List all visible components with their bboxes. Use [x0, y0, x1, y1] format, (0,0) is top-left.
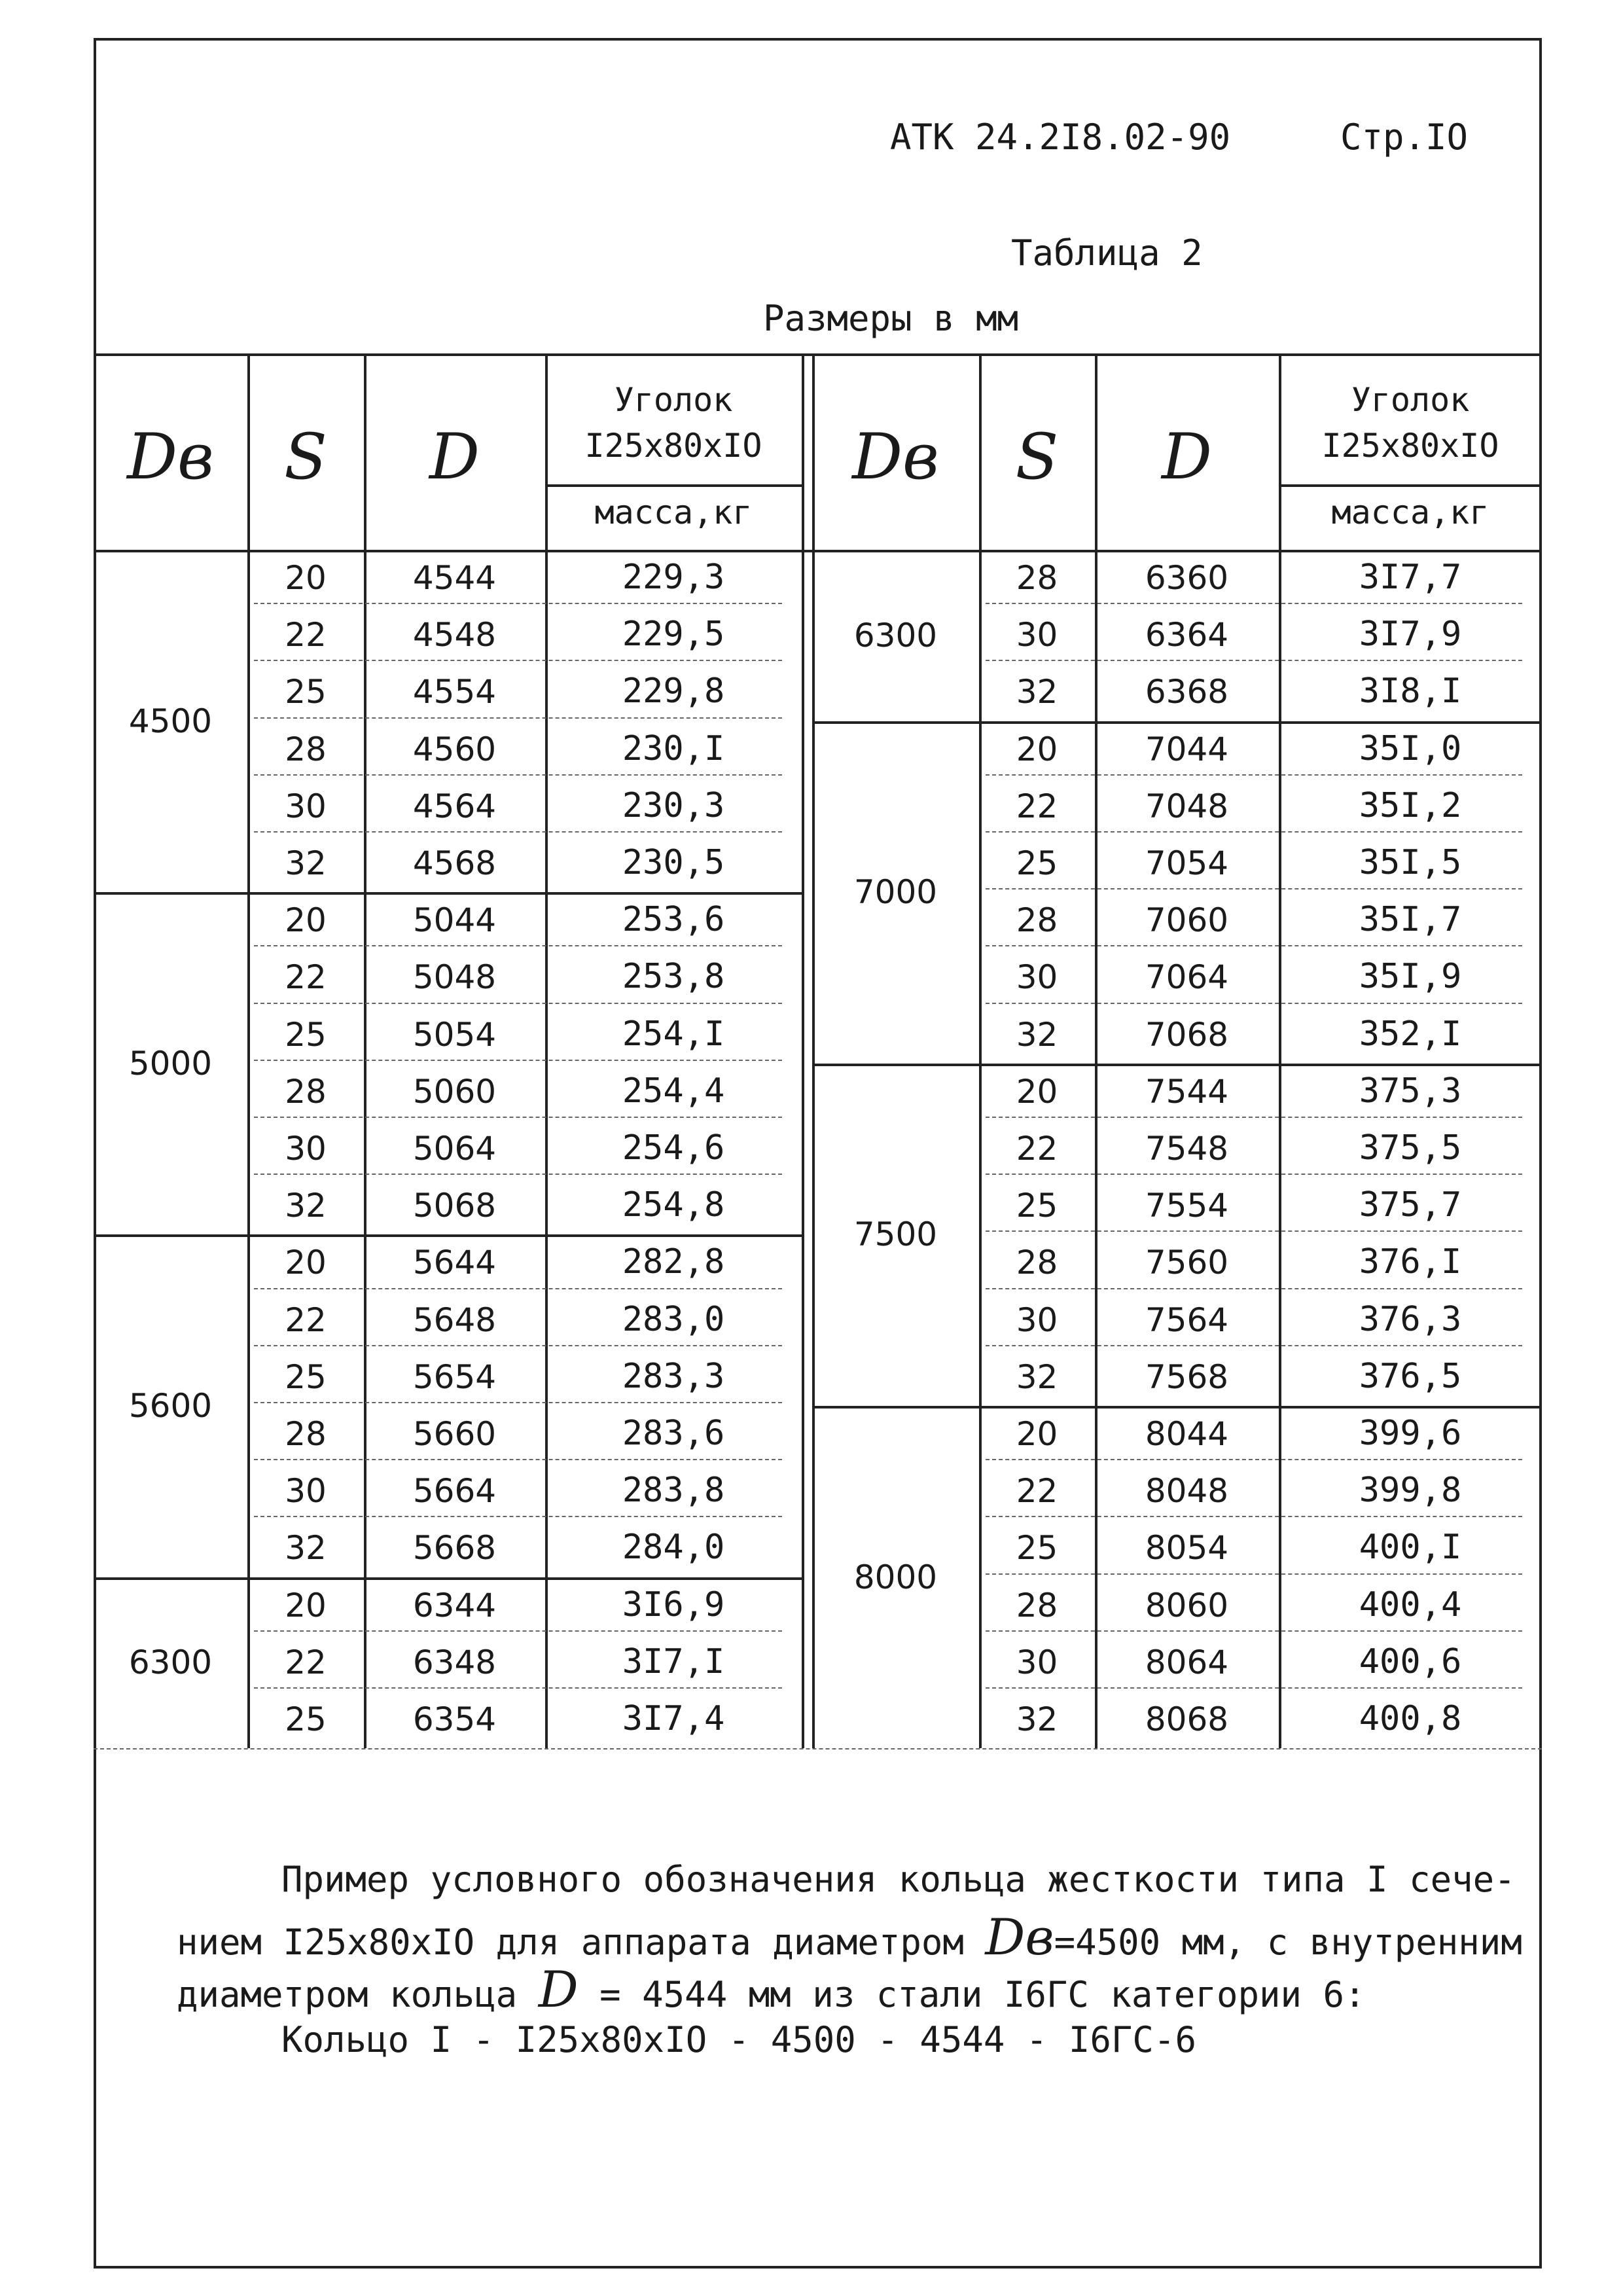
- table-cell-d: 7548: [1145, 1130, 1229, 1168]
- row-separator: [254, 1174, 782, 1175]
- table-cell-d: 5644: [412, 1244, 497, 1282]
- table-cell-s: 32: [1016, 1357, 1058, 1396]
- row-separator: [254, 1687, 782, 1689]
- table-cell-mass: 35I,7: [1359, 900, 1462, 940]
- left-group-db: 5000: [128, 1044, 213, 1083]
- row-separator: [986, 1687, 1522, 1689]
- left-header-s: S: [284, 420, 327, 493]
- table-cell-d: 7564: [1145, 1300, 1229, 1339]
- table-cell-d: 5060: [412, 1072, 497, 1111]
- table-cell-mass: 35I,9: [1359, 957, 1462, 997]
- table-cell-d: 5664: [412, 1472, 497, 1511]
- table-cell-d: 7068: [1145, 1015, 1229, 1054]
- table-cell-d: 6348: [412, 1643, 497, 1681]
- right-group-db: 7000: [853, 873, 938, 912]
- table-cell-mass: 35I,2: [1359, 785, 1462, 825]
- table-cell-mass: 230,5: [622, 843, 725, 882]
- left-header-angle: Уголок: [614, 381, 733, 419]
- row-separator: [254, 831, 782, 833]
- table-cell-s: 28: [1016, 901, 1058, 940]
- table-cell-mass: 282,8: [622, 1242, 725, 1282]
- table-cell-d: 7554: [1145, 1187, 1229, 1225]
- table-cell-d: 6364: [1145, 616, 1229, 655]
- row-separator: [986, 774, 1522, 776]
- left-header-profile: I25x80xIO: [584, 427, 762, 465]
- group-divider: [812, 721, 1542, 724]
- table-cell-d: 5048: [412, 958, 497, 997]
- right-header-d: D: [1162, 420, 1212, 493]
- table-cell-d: 5648: [412, 1300, 497, 1339]
- row-separator: [254, 1459, 782, 1460]
- table-cell-mass: 35I,0: [1359, 728, 1462, 768]
- table-top-border: [94, 353, 1542, 356]
- right-header-mass: масса,кг: [1331, 493, 1489, 531]
- row-separator: [986, 945, 1522, 946]
- table-cell-s: 22: [285, 1300, 327, 1339]
- row-separator: [986, 1117, 1522, 1118]
- right-group-db: 7500: [853, 1215, 938, 1254]
- table-cell-s: 28: [285, 730, 327, 768]
- row-separator: [254, 945, 782, 946]
- table-cell-d: 7064: [1145, 958, 1229, 997]
- row-separator: [254, 717, 782, 719]
- table-cell-mass: 399,6: [1359, 1414, 1462, 1453]
- table-cell-s: 32: [1016, 1700, 1058, 1738]
- table-cell-d: 7560: [1145, 1244, 1229, 1282]
- row-separator: [986, 1459, 1522, 1460]
- table-cell-mass: 375,3: [1359, 1071, 1462, 1111]
- table-cell-s: 30: [285, 787, 327, 825]
- note-line-3-a: диаметром кольца: [177, 1974, 539, 2015]
- table-cell-d: 8044: [1145, 1415, 1229, 1453]
- units-label: Размеры в мм: [763, 298, 1019, 339]
- row-separator: [986, 660, 1522, 661]
- table-cell-s: 30: [1016, 1300, 1058, 1339]
- row-separator: [254, 660, 782, 661]
- table-cell-mass: 375,5: [1359, 1128, 1462, 1168]
- row-separator: [254, 1060, 782, 1061]
- table-cell-mass: 35I,5: [1359, 843, 1462, 882]
- table-cell-mass: 229,3: [622, 558, 725, 597]
- table-cell-mass: 400,I: [1359, 1528, 1462, 1568]
- table-cell-mass: 3I7,7: [1359, 558, 1462, 597]
- table-cell-s: 32: [1016, 673, 1058, 711]
- page-number: Стр.IO: [1340, 117, 1469, 158]
- table-cell-s: 25: [1016, 844, 1058, 882]
- table-cell-s: 22: [1016, 1472, 1058, 1511]
- table-cell-s: 25: [285, 673, 327, 711]
- left-header-d: D: [429, 420, 480, 493]
- row-separator: [986, 1345, 1522, 1346]
- row-separator: [986, 1174, 1522, 1175]
- note-line-3: [177, 1960, 1366, 2018]
- table-cell-mass: 253,6: [622, 900, 725, 940]
- table-cell-mass: 254,4: [622, 1071, 725, 1111]
- table-cell-s: 25: [1016, 1529, 1058, 1568]
- table-cell-mass: 254,8: [622, 1185, 725, 1225]
- table-cell-d: 5668: [412, 1529, 497, 1568]
- table-cell-mass: 400,4: [1359, 1585, 1462, 1624]
- table-cell-mass: 3I8,I: [1359, 672, 1462, 711]
- row-separator: [254, 1003, 782, 1004]
- table-cell-mass: 400,6: [1359, 1641, 1462, 1681]
- group-divider: [94, 892, 802, 895]
- table-cell-mass: 376,5: [1359, 1356, 1462, 1396]
- table-cell-s: 20: [285, 1586, 327, 1624]
- row-separator: [986, 1230, 1522, 1232]
- table-cell-s: 30: [1016, 1643, 1058, 1681]
- note-line-2-b: =4500 мм, с внутренним: [1054, 1922, 1522, 1963]
- note-line-2: [177, 1908, 1522, 1966]
- table-cell-s: 22: [285, 616, 327, 655]
- group-divider: [812, 1064, 1542, 1066]
- d-symbol: D: [538, 1960, 579, 2018]
- table-cell-s: 28: [1016, 1586, 1058, 1624]
- table-cell-mass: 230,3: [622, 785, 725, 825]
- table-cell-mass: 283,8: [622, 1471, 725, 1511]
- table-cell-s: 28: [285, 1072, 327, 1111]
- table-cell-s: 20: [1016, 1415, 1058, 1453]
- table-cell-mass: 376,3: [1359, 1299, 1462, 1339]
- table-cell-s: 22: [1016, 1130, 1058, 1168]
- row-separator: [986, 1630, 1522, 1632]
- table-cell-mass: 3I7,9: [1359, 615, 1462, 655]
- left-header-db: Dв: [127, 420, 214, 493]
- right-header-s: S: [1015, 420, 1059, 493]
- column-divider: [812, 353, 815, 1748]
- table-cell-d: 5660: [412, 1415, 497, 1453]
- right-group-db: 8000: [853, 1558, 938, 1596]
- group-divider: [94, 1577, 802, 1580]
- table-cell-d: 6354: [412, 1700, 497, 1738]
- table-cell-s: 20: [1016, 1072, 1058, 1111]
- table-cell-s: 28: [1016, 559, 1058, 597]
- table-cell-mass: 283,3: [622, 1356, 725, 1396]
- document-code: АТК 24.2I8.02-90: [890, 117, 1231, 158]
- dimensions-table: [94, 353, 1542, 1838]
- table-cell-d: 7060: [1145, 901, 1229, 940]
- row-separator: [986, 1516, 1522, 1517]
- table-cell-d: 6368: [1145, 673, 1229, 711]
- table-cell-d: 5064: [412, 1130, 497, 1168]
- table-cell-d: 4548: [412, 616, 497, 655]
- table-cell-d: 8068: [1145, 1700, 1229, 1738]
- table-cell-mass: 284,0: [622, 1528, 725, 1568]
- table-cell-s: 32: [1016, 1015, 1058, 1054]
- table-cell-mass: 3I7,I: [622, 1641, 725, 1681]
- right-header-db: Dв: [852, 420, 939, 493]
- table-cell-d: 8060: [1145, 1586, 1229, 1624]
- table-cell-s: 22: [1016, 787, 1058, 825]
- table-cell-s: 25: [285, 1357, 327, 1396]
- row-separator: [254, 774, 782, 776]
- row-separator: [986, 831, 1522, 833]
- note-line-2-a: нием I25x80xIO для аппарата диаметром: [177, 1922, 986, 1963]
- table-cell-d: 7044: [1145, 730, 1229, 768]
- table-cell-d: 7544: [1145, 1072, 1229, 1111]
- table-cell-d: 4544: [412, 559, 497, 597]
- db-symbol: Dв: [985, 1908, 1054, 1966]
- table-cell-s: 28: [1016, 1244, 1058, 1282]
- right-header-angle: Уголок: [1351, 381, 1470, 419]
- row-separator: [254, 1117, 782, 1118]
- table-cell-s: 30: [1016, 616, 1058, 655]
- row-separator: [986, 1288, 1522, 1289]
- table-cell-s: 32: [285, 1529, 327, 1568]
- row-separator: [986, 888, 1522, 889]
- table-cell-s: 30: [285, 1472, 327, 1511]
- table-cell-s: 20: [1016, 730, 1058, 768]
- left-group-db: 6300: [128, 1643, 213, 1682]
- table-bottom-edge: [94, 1748, 1542, 1749]
- table-cell-mass: 3I7,4: [622, 1699, 725, 1738]
- table-cell-s: 30: [285, 1130, 327, 1168]
- table-cell-mass: 375,7: [1359, 1185, 1462, 1225]
- mass-subheader-line: [545, 484, 802, 487]
- table-cell-mass: 352,I: [1359, 1014, 1462, 1054]
- note-line-3-b: = 4544 мм из стали I6ГС категории 6:: [578, 1974, 1366, 2015]
- table-cell-mass: 376,I: [1359, 1242, 1462, 1282]
- row-separator: [986, 603, 1522, 604]
- table-cell-s: 28: [285, 1415, 327, 1453]
- table-cell-s: 32: [285, 1187, 327, 1225]
- left-group-db: 4500: [128, 702, 213, 740]
- group-divider: [812, 1406, 1542, 1408]
- row-separator: [254, 1288, 782, 1289]
- table-cell-s: 25: [1016, 1187, 1058, 1225]
- table-cell-mass: 283,6: [622, 1414, 725, 1453]
- table-cell-d: 4560: [412, 730, 497, 768]
- table-cell-d: 8054: [1145, 1529, 1229, 1568]
- row-separator: [986, 1573, 1522, 1575]
- table-cell-s: 20: [285, 1244, 327, 1282]
- table-cell-mass: 283,0: [622, 1299, 725, 1339]
- note-line-1: Пример условного обозначения кольца жесткости типа I сече-: [281, 1859, 1516, 1900]
- row-separator: [254, 1402, 782, 1403]
- table-cell-mass: 254,I: [622, 1014, 725, 1054]
- left-header-mass: масса,кг: [594, 493, 753, 531]
- group-divider: [94, 1234, 802, 1237]
- table-cell-d: 4568: [412, 844, 497, 882]
- table-cell-d: 7048: [1145, 787, 1229, 825]
- table-cell-s: 22: [285, 958, 327, 997]
- table-cell-d: 5044: [412, 901, 497, 940]
- left-group-db: 5600: [128, 1387, 213, 1425]
- column-divider: [802, 353, 804, 1748]
- table-cell-d: 6360: [1145, 559, 1229, 597]
- table-cell-d: 5068: [412, 1187, 497, 1225]
- table-cell-d: 8048: [1145, 1472, 1229, 1511]
- table-cell-s: 20: [285, 901, 327, 940]
- right-header-profile: I25x80xIO: [1321, 427, 1499, 465]
- table-cell-s: 30: [1016, 958, 1058, 997]
- table-cell-mass: 229,5: [622, 615, 725, 655]
- table-label: Таблица 2: [1011, 232, 1203, 274]
- table-cell-s: 25: [285, 1700, 327, 1738]
- table-cell-mass: 229,8: [622, 672, 725, 711]
- row-separator: [254, 603, 782, 604]
- right-group-db: 6300: [853, 616, 938, 655]
- table-cell-d: 7054: [1145, 844, 1229, 882]
- designation-example: Кольцо I - I25x80xIO - 4500 - 4544 - I6ГС-6: [281, 2019, 1196, 2060]
- table-cell-mass: 230,I: [622, 728, 725, 768]
- table-cell-mass: 253,8: [622, 957, 725, 997]
- table-cell-d: 5654: [412, 1357, 497, 1396]
- row-separator: [254, 1516, 782, 1517]
- table-cell-mass: 399,8: [1359, 1471, 1462, 1511]
- row-separator: [986, 1003, 1522, 1004]
- row-separator: [254, 1345, 782, 1346]
- table-cell-d: 4554: [412, 673, 497, 711]
- table-cell-s: 25: [285, 1015, 327, 1054]
- table-cell-d: 4564: [412, 787, 497, 825]
- table-cell-mass: 3I6,9: [622, 1585, 725, 1624]
- table-cell-d: 7568: [1145, 1357, 1229, 1396]
- header-divider: [94, 550, 1542, 552]
- table-cell-s: 20: [285, 559, 327, 597]
- table-cell-s: 22: [285, 1643, 327, 1681]
- table-cell-mass: 254,6: [622, 1128, 725, 1168]
- table-cell-s: 32: [285, 844, 327, 882]
- mass-subheader-line: [1279, 484, 1542, 487]
- table-cell-d: 8064: [1145, 1643, 1229, 1681]
- row-separator: [254, 1630, 782, 1632]
- table-cell-d: 6344: [412, 1586, 497, 1624]
- table-cell-d: 5054: [412, 1015, 497, 1054]
- table-cell-mass: 400,8: [1359, 1699, 1462, 1738]
